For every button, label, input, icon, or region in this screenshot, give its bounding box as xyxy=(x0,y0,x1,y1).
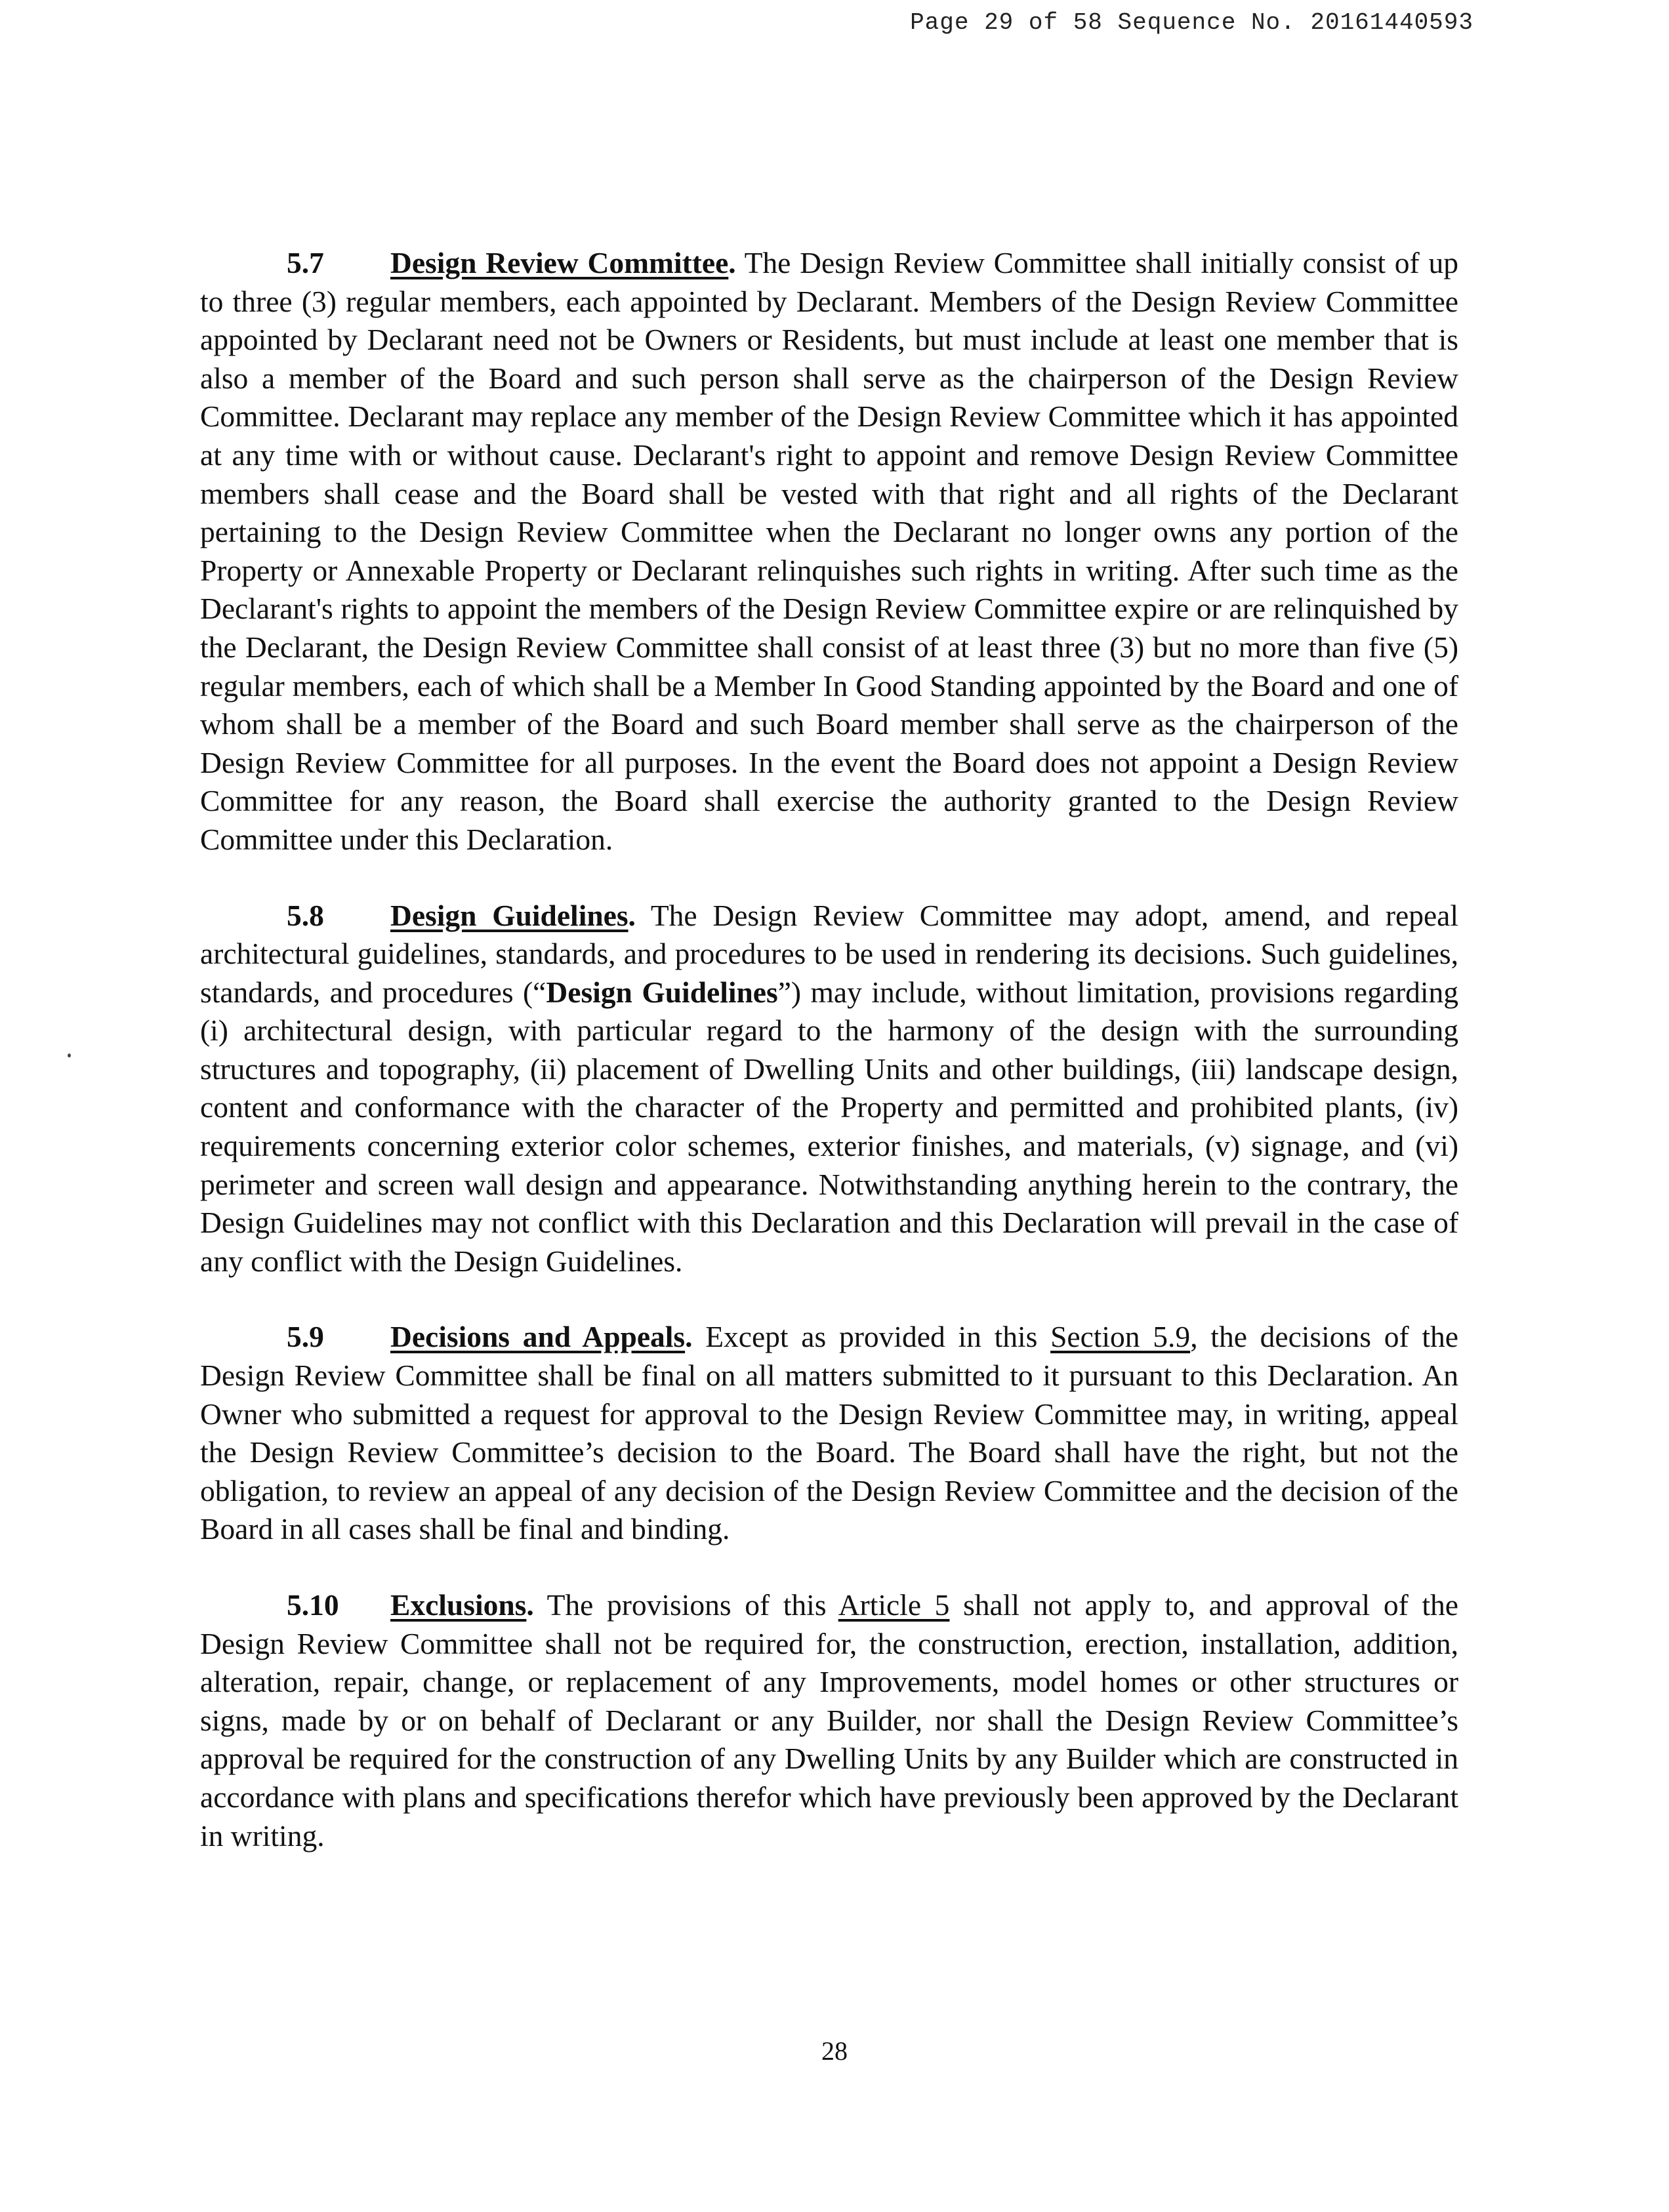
section-number: 5.9 xyxy=(287,1320,324,1354)
section-heading: Exclusions xyxy=(390,1588,527,1622)
section-5-9 xyxy=(200,1318,1458,1549)
section-text: ”) may include, without limitation, provisions regarding (i) architectural design, with particular regard to the harmony of the design with the surrounding structures and topography, (ii) placement of Dwelling Units and other buildings, (iii) landscape design, content and conformance with the character of the Property and permitted and prohibited plants, (iv) requirements concerning exterior color schemes, exterior finishes, and materials, (v) signage, and (vi) perimeter and screen wall design and appearance. Notwithstanding anything herein to the contrary, the Design Guidelines may not conflict with this Declaration and this Declaration will prevail in the case of any conflict with the Design Guidelines. xyxy=(200,975,1458,1278)
page-header: Page 29 of 58 Sequence No. 20161440593 xyxy=(910,9,1473,36)
heading-period: . xyxy=(526,1588,534,1622)
document-body xyxy=(200,244,1458,1893)
section-number: 5.7 xyxy=(287,246,324,279)
page-number: 28 xyxy=(821,2036,848,2066)
section-5-10 xyxy=(200,1586,1458,1855)
article-reference: Article 5 xyxy=(838,1588,950,1622)
section-number: 5.8 xyxy=(287,898,324,932)
section-text: The Design Review Committee may adopt, amend, and repeal architectural guidelines, standards, and procedures to be used in rendering its decisions. Such guidelines, standards, and procedures (“ xyxy=(200,898,1458,1009)
section-heading: Design Review Committee xyxy=(390,246,729,279)
heading-period: . xyxy=(728,246,736,279)
scan-speck xyxy=(68,1054,71,1057)
section-text: Except as provided in this xyxy=(692,1320,1051,1354)
section-reference: Section 5.9 xyxy=(1050,1320,1191,1354)
section-text: The provisions of this xyxy=(533,1588,838,1622)
defined-term: Design Guidelines xyxy=(546,975,778,1009)
section-heading: Design Guidelines xyxy=(390,898,628,932)
section-text: , the decisions of the Design Review Committee shall be final on all matters submitted to it pursuant to this Declaration. An Owner who submitted a request for approval to the Design Review Committee may, in writing, appeal the Design Review Committee’s decision to the Board. The Board shall have the right, but not the obligation, to review an appeal of any decision of the Design Review Committee and the decision of the Board in all cases shall be final and binding. xyxy=(200,1320,1458,1546)
section-heading: Decisions and Appeals xyxy=(390,1320,686,1354)
section-5-7 xyxy=(200,244,1458,859)
heading-period: . xyxy=(628,898,636,932)
section-text: The Design Review Committee shall initially consist of up to three (3) regular members, each appointed by Declarant. Members of the Design Review Committee appointed by Declarant need not be Owners or Residents, but must include at least one member that is also a member of the Board and such person shall serve as the chairperson of the Design Review Committee. Declarant may replace any member of the Design Review Committee which it has appointed at any time with or without cause. Declarant's right to appoint and remove Design Review Committee members shall cease and the Board shall be vested with that right and all rights of the Declarant pertaining to the Design Review Committee when the Declarant no longer owns any portion of the Property or Annexable Property or Declarant relinquishes such rights in writing. After such time as the Declarant's rights to appoint the members of the Design Review Committee expire or are relinquished by the Declarant, the Design Review Committee shall consist of at least three (3) but no more than five (5) regular members, each of which shall be a Member In Good Standing appointed by the Board and one of whom shall be a member of the Board and such Board member shall serve as the chairperson of the Design Review Committee for all purposes. In the event the Board does not appoint a Design Review Committee for any reason, the Board shall exercise the authority granted to the Design Review Committee under this Declaration. xyxy=(200,246,1458,856)
section-text: shall not apply to, and approval of the Design Review Committee shall not be required for, the construction, erection, installation, addition, alteration, repair, change, or replacement of any Improvements, model homes or other structures or signs, made by or on behalf of Declarant or any Builder, nor shall the Design Review Committee’s approval be required for the construction of any Dwelling Units by any Builder which are constructed in accordance with plans and specifications therefor which have previously been approved by the Declarant in writing. xyxy=(200,1588,1458,1853)
section-number: 5.10 xyxy=(287,1588,339,1622)
heading-period: . xyxy=(685,1320,693,1354)
section-5-8 xyxy=(200,897,1458,1281)
